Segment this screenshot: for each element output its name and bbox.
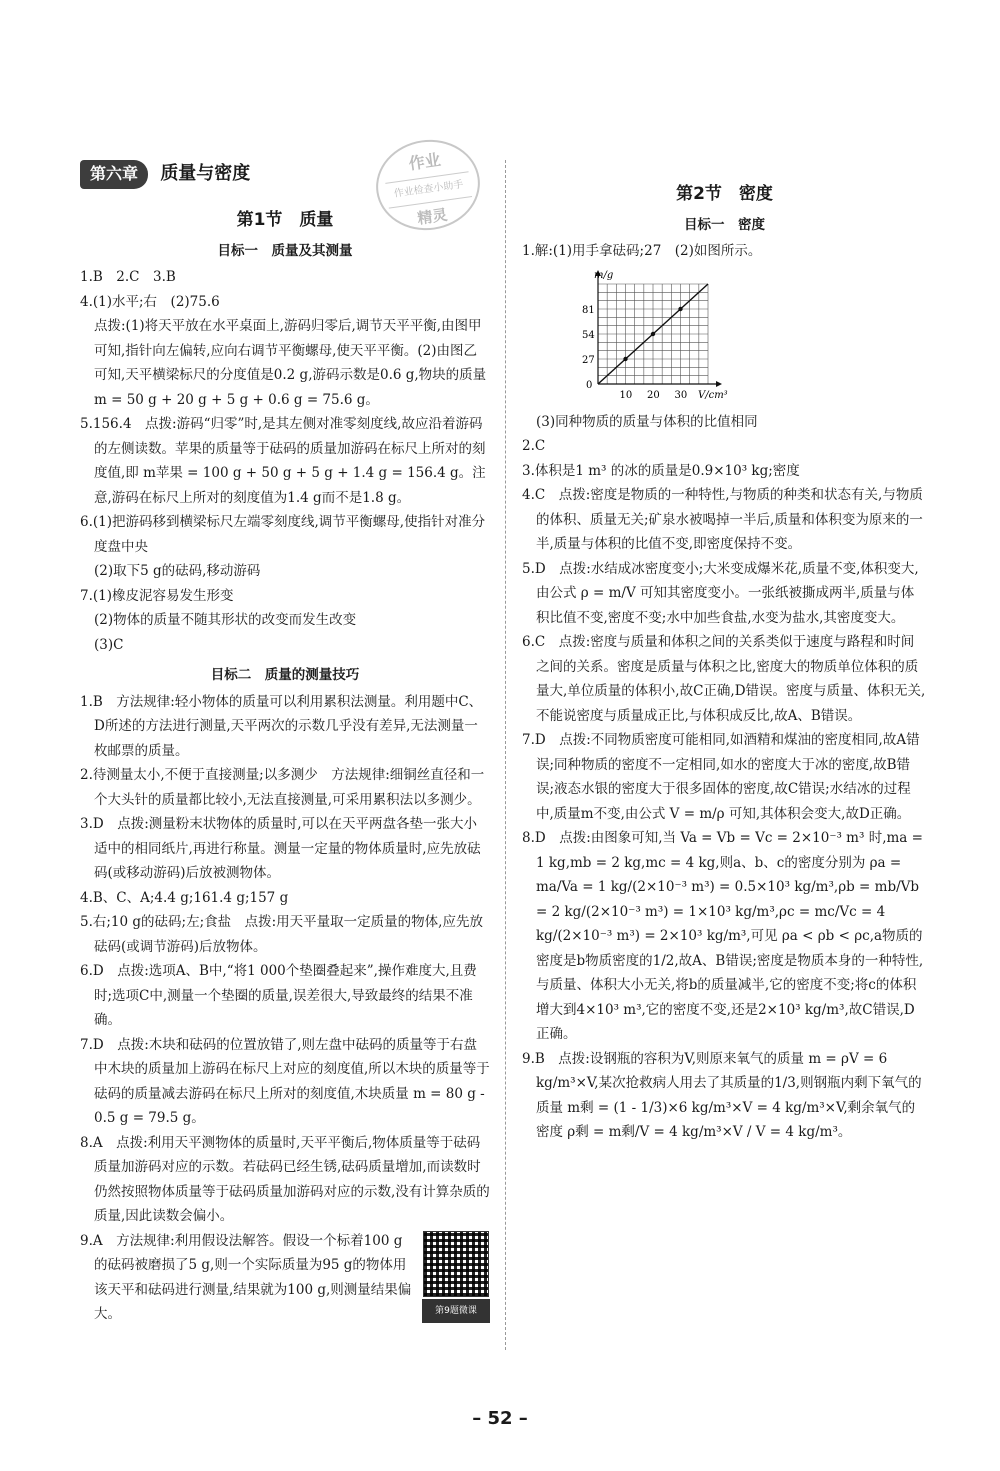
- chapter-badge: 第六章: [80, 160, 148, 189]
- x-tick-label: 30: [674, 389, 688, 401]
- answer-line: (3)同种物质的质量与体积的比值相同: [536, 413, 758, 430]
- x-axis-arrow: [716, 381, 722, 387]
- y-tick-label: 81: [582, 304, 595, 316]
- answer-line: 3.体积是1 m³ 的冰的质量是0.9×10³ kg;密度: [522, 462, 800, 479]
- answer-line: 4.C 点拨:密度是物质的一种特性,与物质的种类和状态有关,与物质的体积、质量无关;矿泉水被喝掉一半后,质量和体积变为原来的一半,质量与体积的比值不变,即密度保持不变。: [522, 487, 923, 552]
- answer-line: 5.D 点拨:水结成冰密度变小;大米变成爆米花,质量不变,体积变大,由公式 ρ = m/V 可知其密度变小。一张纸被撕成两半,质量与体积比值不变,密度不变;水中加些食盐,水变为盐水,其密度变大。: [522, 560, 919, 626]
- qr-code-icon: [423, 1231, 489, 1297]
- mass-volume-chart: [570, 266, 730, 406]
- x-axis-label: V/cm³: [698, 389, 728, 401]
- homework-stamp: [370, 133, 486, 237]
- answer-line: 点拨:(1)将天平放在水平桌面上,游码归零后,调节天平平衡,由图甲可知,指针向左偏转,应向右调节平衡螺母,使天平平衡。(2)由图乙可知,天平横梁标尺的分度值是0.2 g,游码示数是0.6 g,物块的质量 m = 50 g + 20 g + 5 g + 0.6 g = 75.6 g。: [94, 318, 487, 408]
- origin-label: 0: [586, 379, 593, 391]
- page-number: – 52 –: [472, 1408, 528, 1429]
- answer-line: 8.A 点拨:利用天平测物体的质量时,天平平衡后,物体质量等于砝码质量加游码对应的示数。若砝码已经生锈,砝码质量增加,而读数时仍然按照物体质量等于砝码质量加游码对应的示数,没有计算杂质的质量,因此读数会偏小。: [80, 1134, 490, 1224]
- x-tick-label: 20: [647, 389, 660, 401]
- answer-line: 7.(1)橡皮泥容易发生形变: [80, 587, 234, 604]
- y-tick-label: 54: [582, 329, 595, 341]
- answer-line: 7.D 点拨:不同物质密度可能相同,如酒精和煤油的密度相同,故A错误;同种物质的密度不一定相同,如水的密度大于冰的密度,故B错误;液态水银的密度大于很多固体的密度,故C错误;水结冰的过程中,质量m不变,由公式 V = m/ρ 可知,其体积会变大,故D正确。: [522, 732, 920, 822]
- answer-line: 2.C: [522, 438, 546, 454]
- answer-line: (2)物体的质量不随其形状的改变而发生改变: [94, 612, 357, 628]
- y-tick-label: 27: [582, 354, 595, 366]
- chapter-title: 质量与密度: [160, 163, 251, 184]
- right-column: [522, 160, 927, 1145]
- answer-line: 4.(1)水平;右 (2)75.6: [80, 293, 220, 310]
- stamp-mid: 作业检查小助手: [385, 171, 472, 209]
- stamp-bottom: 精灵: [416, 205, 449, 228]
- goal-title-1: 目标一 质量及其测量: [217, 242, 353, 259]
- answer-line: 4.B、C、A;4.4 g;161.4 g;157 g: [80, 889, 289, 906]
- answer-line: 7.D 点拨:木块和砝码的位置放错了,则左盘中砝码的质量等于右盘中木块的质量加上游码在标尺上对应的刻度值,所以木块的质量等于砝码的质量减去游码在标尺上所对的刻度值,木块质量 m = 80 g - 0.5 g = 79.5 g。: [80, 1036, 490, 1126]
- section-title-2: 第2节 密度: [676, 184, 773, 204]
- qr-code[interactable]: [422, 1231, 490, 1315]
- answer-line: 1.B 方法规律:轻小物体的质量可以利用累积法测量。利用题中C、D所述的方法进行测量,天平两次的示数几乎没有差异,无法测量一枚邮票的质量。: [80, 693, 483, 759]
- answer-line: 9.B 点拨:设钢瓶的容积为V,则原来氧气的质量 m = ρV = 6 kg/m³×V,某次抢救病人用去了其质量的1/3,则钢瓶内剩下氧气的质量 m剩 = (1 - 1/3)×6 kg/m³×V = 4 kg/m³×V,剩余氧气的密度 ρ剩 = m剩/V = 4 kg/m³×V / V = 4 kg/m³。: [522, 1050, 922, 1140]
- x-tick-label: 10: [619, 389, 633, 401]
- section-title-1: 第1节 质量: [236, 210, 334, 230]
- answer-line: 8.D 点拨:由图象可知,当 Va = Vb = Vc = 2×10⁻³ m³ 时,ma = 1 kg,mb = 2 kg,mc = 4 kg,则a、b、c的密度分别为 ρa = ma/Va = 1 kg/(2×10⁻³ m³) = 0.5×10³ kg/m³,ρb = mb/Vb = 2 kg/(2×10⁻³ m³) = 1×10³ kg/m³,ρc = mc/Vc = 4 kg/(2×10⁻³ m³) = 2×10³ kg/m³,可见 ρa < ρb < ρc,a物质的密度是b物质密度的1/2,故A、B错误;密度是物质本身的一种特性,与质量、体积大小无关,将b的质量减半,它的密度不变;将c的体积增大到4×10³ m³,它的密度不变,还是2×10³ kg/m³,故C错误,D正确。: [522, 830, 924, 1042]
- answer-line: 6.(1)把游码移到横梁标尺左端零刻度线,调节平衡螺母,使指针对准分度盘中央: [80, 514, 486, 555]
- answer-line: 1.解:(1)用手拿砝码;27 (2)如图所示。: [522, 243, 762, 259]
- stamp-top: 作业: [407, 150, 442, 174]
- left-column: [80, 150, 490, 1327]
- data-point: [678, 306, 682, 310]
- goal-title-density: 目标一 密度: [684, 216, 765, 233]
- answer-line: 9.A 方法规律:利用假设法解答。假设一个标着100 g的砝码被磨损了5 g,则一个实际质量为95 g的物体用该天平和砝码进行测量,结果就为100 g,则测量结果偏大。: [80, 1232, 412, 1322]
- answer-line: 2.待测量太小,不便于直接测量;以多测少 方法规律:细铜丝直径和一个大头针的质量都比较小,无法直接测量,可采用累积法以多测少。: [80, 767, 485, 808]
- data-point: [651, 331, 655, 335]
- qr-caption: 第9题微课: [422, 1299, 490, 1324]
- answer-line: 6.C 点拨:密度与质量和体积之间的关系类似于速度与路程和时间之间的关系。密度是质量与体积之比,密度大的物质单位体积的质量大,单位质量的体积小,故C正确,D错误。密度与质量、体积无关,不能说密度与质量成正比,与体积成反比,故A、B错误。: [522, 634, 926, 724]
- y-axis-label: m/g: [594, 269, 614, 281]
- answer-line: 5.156.4 点拨:游码“归零”时,是其左侧对准零刻度线,故应沿着游码的左侧读数。苹果的质量等于砝码的质量加游码在标尺上所对的刻度值,即 m苹果 = 100 g + 50 g + 5 g + 1.4 g = 156.4 g。注意,游码在标尺上所对的刻度值为1.4 g而不是1.8 g。: [80, 416, 486, 506]
- column-divider: [505, 160, 506, 1350]
- answer-line: 3.D 点拨:测量粉末状物体的质量时,可以在天平两盘各垫一张大小适中的相同纸片,再进行称量。测量一定量的物体质量时,应先放砝码(或移动游码)后放被测物体。: [80, 816, 481, 881]
- answer-line: (3)C: [94, 636, 124, 653]
- data-point: [623, 356, 627, 360]
- chart-svg: [570, 266, 730, 406]
- answer-line: 1.B 2.C 3.B: [80, 269, 176, 285]
- answer-line: (2)取下5 g的砝码,移动游码: [94, 563, 261, 579]
- answer-line: 6.D 点拨:选项A、B中,“将1 000个垫圈叠起来”,操作难度大,且费时;选项C中,测量一个垫圈的质量,误差很大,导致最终的结果不准确。: [80, 963, 477, 1028]
- goal-title-2: 目标二 质量的测量技巧: [210, 667, 360, 683]
- answer-line: 5.右;10 g的砝码;左;食盐 点拨:用天平量取一定质量的物体,应先放砝码(或调节游码)后放物体。: [80, 914, 483, 955]
